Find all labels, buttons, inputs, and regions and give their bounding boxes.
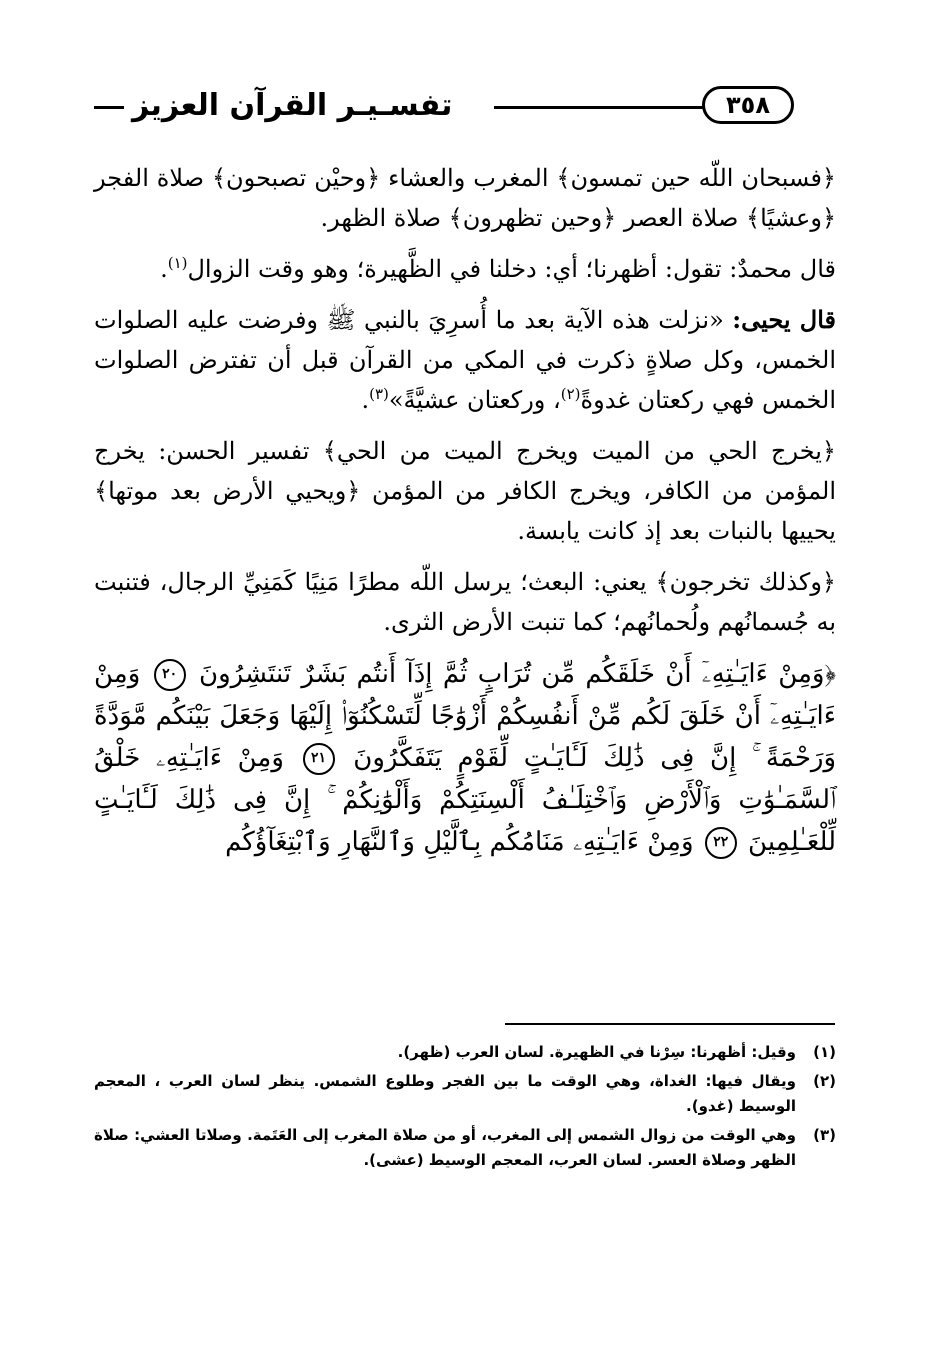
footnote-text: ويقال فيها: الغداة، وهي الوقت ما بين الفجر وطلوع الشمس. ينظر لسان العرب ، المعجم الوسيط (غدو). [94, 1072, 796, 1115]
paragraph: قال يحيى: «نزلت هذه الآية بعد ما أُسرِيَ بالنبي ﷺ وفرضت عليه الصلوات الخمس، وكل صلاةٍ ذكرت في المكي من القرآن قبل أن تفترض الصلوات الخمس فهي ركعتان غدوةً$^{(٢)}$، وركعتان عشيَّةً»$^{(٣)}$. [94, 305, 836, 414]
footnote-text: وقيل: أظهرنا: سِرْنا في الظهيرة. لسان العرب (ظهر). [397, 1043, 796, 1061]
footnotes [94, 1040, 836, 1177]
ayah-number-marker: ٢٢ [705, 827, 737, 859]
paragraph: قال محمدٌ: تقول: أظهرنا؛ أي: دخلنا في الظَّهيرة؛ وهو وقت الزوال$^{(١)}$. [160, 254, 836, 283]
speaker-label: قال يحيى: [732, 305, 836, 334]
header-rule-left [94, 106, 124, 109]
footnote-number: (٢) [813, 1072, 836, 1090]
footnote-number: (١) [813, 1043, 836, 1061]
main-text [94, 158, 836, 874]
footnote-separator [505, 1023, 835, 1025]
footnote [94, 1069, 836, 1119]
footnote [94, 1123, 836, 1173]
page-header [94, 84, 836, 128]
footnote [94, 1040, 836, 1065]
paragraph: ﴿فسبحان اللّه حين تمسون﴾ المغرب والعشاء ﴿وحيْن تصبحون﴾ صلاة الفجر ﴿وعشيًا﴾ صلاة العصر ﴿وحين تظهرون﴾ صلاة الظهر. [94, 164, 836, 232]
quran-passage: ﴿وَمِنْ ءَايَـٰتِهِۦٓ أَنْ خَلَقَكُم مِّن تُرَابٍ ثُمَّ إِذَآ أَنتُم بَشَرٌ تَنتَشِرُونَ ٢٠ وَمِنْ ءَايَـٰتِهِۦٓ أَنْ خَلَقَ لَكُم مِّنْ أَنفُسِكُمْ أَزْوَٰجًا لِّتَسْكُنُوٓا۟ إِلَيْهَا وَجَعَلَ بَيْنَكُم مَّوَدَّةً وَرَحْمَةً ۚ إِنَّ فِى ذَٰلِكَ لَـَٔايَـٰتٍ لِّقَوْمٍ يَتَفَكَّرُونَ ٢١ وَمِنْ ءَايَـٰتِهِۦ خَلْقُ ٱلسَّمَـٰوَٰتِ وَٱلْأَرْضِ وَٱخْتِلَـٰفُ أَلْسِنَتِكُمْ وَأَلْوَٰنِكُمْ ۚ إِنَّ فِى ذَٰلِكَ لَـَٔايَـٰتٍ لِّلْعَـٰلِمِينَ ٢٢ وَمِنْ ءَايَـٰتِهِۦ مَنَامُكُم بِٱلَّيْلِ وَٱلنَّهَارِ وَٱبْتِغَآؤُكُم [94, 659, 837, 857]
page-number: ٣٥٨ [702, 86, 794, 124]
footnote-number: (٣) [813, 1126, 836, 1144]
ayah-number-marker: ٢٠ [154, 659, 186, 691]
footnote-text: وهي الوقت من زوال الشمس إلى المغرب، أو من صلاة المغرب إلى العَتَمة. وصلاتا العشي: صلاة الظهر وصلاة العسر. لسان العرب، المعجم الوسيط (عشى). [94, 1126, 796, 1169]
footnote-ref[interactable]: (٢) [560, 385, 581, 403]
footnote-ref[interactable]: (٣) [369, 385, 389, 403]
running-title: تفسـيـر القرآن العزيز [132, 88, 453, 123]
footnote-ref[interactable]: (١) [167, 254, 188, 272]
paragraph: ﴿وكذلك تخرجون﴾ يعني: البعث؛ يرسل اللّه مطرًا مَنِيًا كَمَنِيِّ الرجال، فتنبت به جُسمانُهم ولُحمانُهم؛ كما تنبت الأرض الثرى. [94, 568, 836, 636]
paragraph: ﴿يخرج الحي من الميت ويخرج الميت من الحي﴾ تفسير الحسن: يخرج المؤمن من الكافر، ويخرج الكافر من المؤمن ﴿ويحيي الأرض بعد موتها﴾ يحييها بالنبات بعد إذ كانت يابسة. [94, 437, 836, 545]
ayah-number-marker: ٢١ [303, 743, 335, 775]
